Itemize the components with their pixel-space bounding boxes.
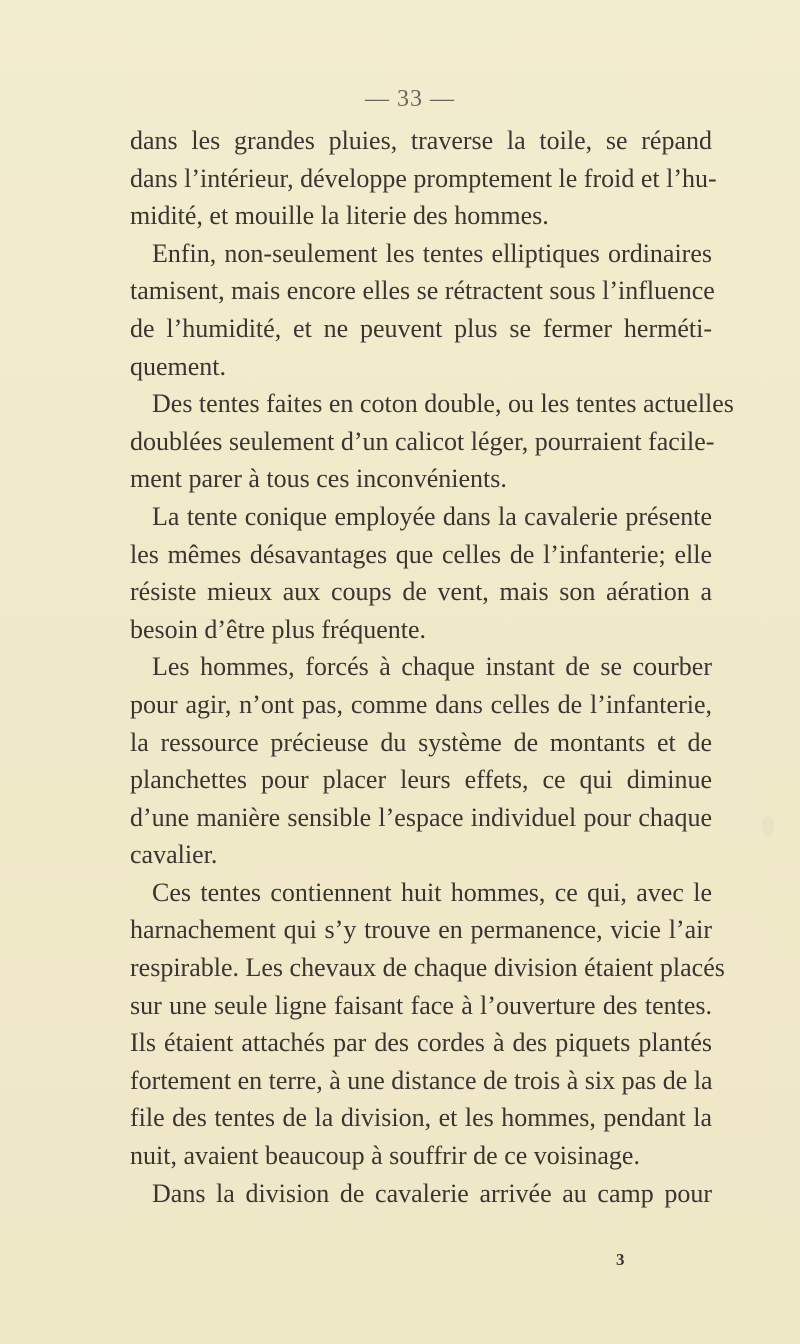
text-line: La tente conique employée dans la cavalerie présente xyxy=(152,501,712,531)
text-line: doublées seulement d’un calicot léger, pourraient facile- xyxy=(130,426,715,456)
text-line: fortement en terre, à une distance de trois à six pas de la xyxy=(130,1065,713,1095)
text-line: pour agir, n’ont pas, comme dans celles de l’infanterie, xyxy=(130,689,712,719)
text-line: sur une seule ligne faisant face à l’ouverture des tentes. xyxy=(130,990,712,1020)
text-line: cavalier. xyxy=(130,840,218,870)
text-line: harnachement qui s’y trouve en permanence, vicie l’air xyxy=(130,915,712,945)
text-line: Les hommes, forcés à chaque instant de se courber xyxy=(152,652,712,682)
text-line: la ressource précieuse du système de montants et de xyxy=(130,727,712,757)
text-line: quement. xyxy=(130,351,227,381)
text-line: Ces tentes contiennent huit hommes, ce qui, avec le xyxy=(152,877,712,907)
text-line: Dans la division de cavalerie arrivée au camp pour xyxy=(152,1178,712,1208)
paper-blemish xyxy=(762,815,774,837)
text-line: midité, et mouille la literie des hommes. xyxy=(130,201,549,231)
text-line: dans l’intérieur, développe promptement le froid et l’hu- xyxy=(130,163,717,193)
text-line: planchettes pour placer leurs effets, ce qui diminue xyxy=(130,765,712,795)
text-line: Ils étaient attachés par des cordes à des piquets plantés xyxy=(130,1028,712,1058)
text-line: ment parer à tous ces inconvénients. xyxy=(130,464,507,494)
signature-mark: 3 xyxy=(616,1250,625,1269)
text-line: dans les grandes pluies, traverse la toile, se répand xyxy=(130,126,712,155)
text-line: Enfin, non-seulement les tentes elliptiques ordinaires xyxy=(152,238,712,268)
text-line: respirable. Les chevaux de chaque division étaient placés xyxy=(130,953,725,983)
text-line: d’une manière sensible l’espace individuel pour chaque xyxy=(130,802,712,832)
text-line: nuit, avaient beaucoup à souffrir de ce voisinage. xyxy=(130,1141,640,1171)
body-text xyxy=(130,122,734,1212)
text-line: file des tentes de la division, et les hommes, pendant la xyxy=(130,1103,712,1133)
text-line: Des tentes faites en coton double, ou les tentes actuelles xyxy=(152,389,734,419)
text-line: besoin d’être plus fréquente. xyxy=(130,614,427,644)
text-line: tamisent, mais encore elles se rétractent sous l’influence xyxy=(130,276,715,306)
text-line: de l’humidité, et ne peuvent plus se fermer herméti- xyxy=(130,313,712,343)
text-line: les mêmes désavantages que celles de l’infanterie; elle xyxy=(130,539,712,569)
text-line: résiste mieux aux coups de vent, mais son aération a xyxy=(130,577,712,607)
page-number: — 33 — xyxy=(365,86,455,112)
